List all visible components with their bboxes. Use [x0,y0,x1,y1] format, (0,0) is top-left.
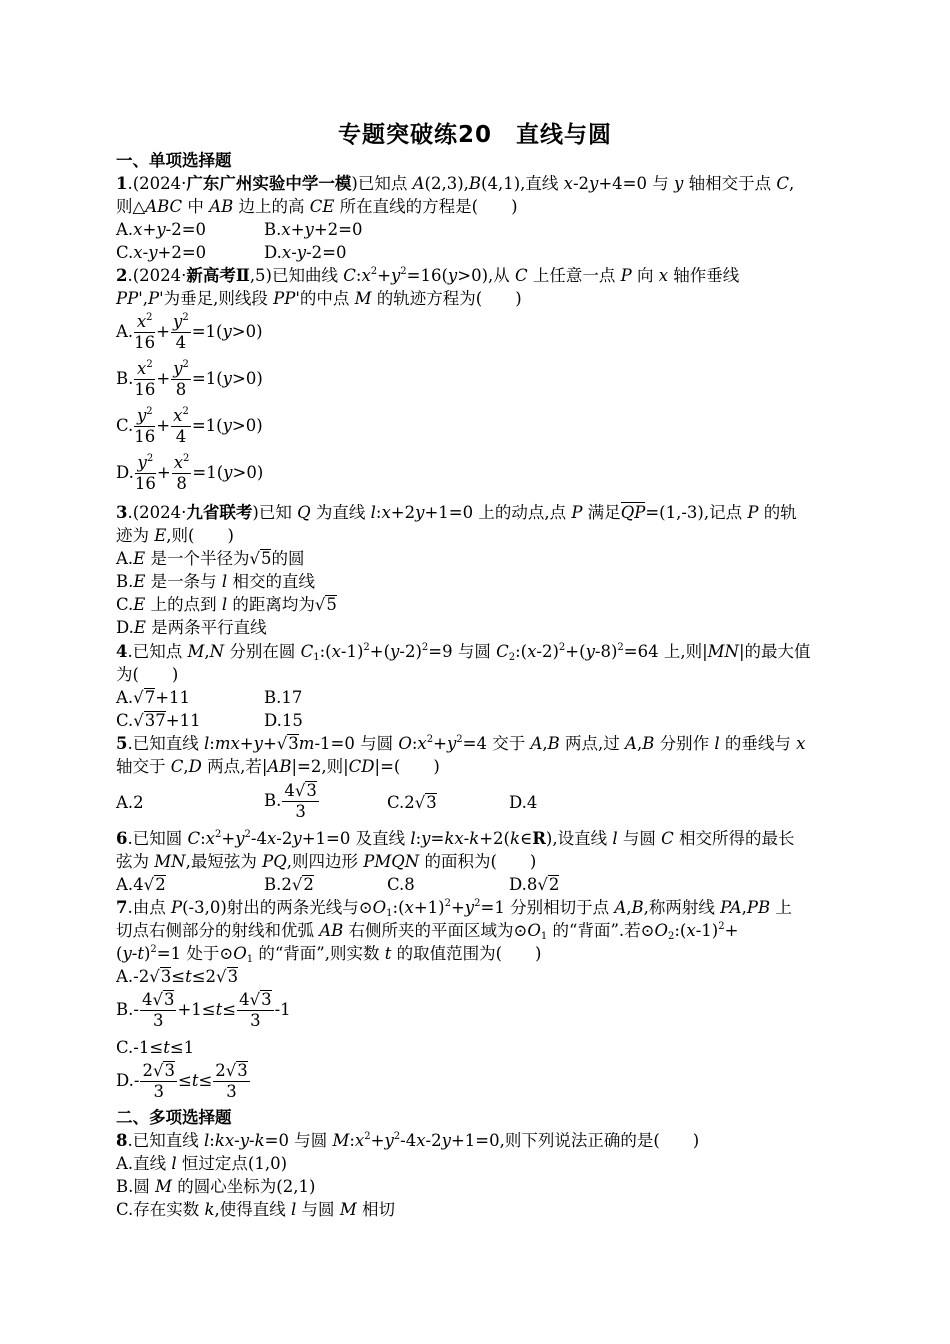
q1-option-c: C.x-y+2=0 [116,243,207,262]
q2-option-d: D. $\frac{y^2}{16}$ + $\frac{x^2}{8}$ =1(y>0) [116,453,264,493]
q8-stem-line1: 8.已知直线 l:kx-y-k=0 与圆 $M:x^2+y^2-4x-2y+1=0$,则下列说法正确的是( ) [116,1131,700,1150]
q7-option-a: A.-2√3≤t≤2√3 [116,967,239,986]
q3-option-d: D.E 是两条平行直线 [116,618,267,637]
q3-option-c: C.E 上的点到 l 的距离均为√5 [116,595,337,614]
section-heading-single-choice: 一、单项选择题 [116,151,232,170]
q1-option-a: A.x+y-2=0 [116,220,207,239]
q5-option-d: D.4 [509,793,538,812]
q1-option-d: D.x-y-2=0 [264,243,347,262]
q5-option-c: C.2√3 [387,793,437,812]
q2-stem-line2: PP',P'为垂足,则线段 PP'的中点 M 的轨迹方程为( ) [116,289,522,308]
q2-stem-line1: 2.(2024·新高考Ⅱ,5)已知曲线 $C:x^2+y^2=16(y>0)$,从 C 上任意一点 P 向 x 轴作垂线 [116,266,740,285]
q7-stem-line1: 7.由点 P(-3,0)射出的两条光线与$⊙O_1:(x+1)^2+y^2=1$ 分别相切于点 A,B,称两射线 PA,PB 上 [116,898,792,919]
q8-option-c: C.存在实数 k,使得直线 l 与圆 M 相切 [116,1200,395,1219]
q5-option-b: B. $\frac{4√3}{3}$ [264,781,317,821]
q7-stem-line3: $(y-t)^2=1$ 处于$⊙O_1$ 的“背面”,则实数 t 的取值范围为( ) [116,944,542,965]
q2-option-a: A. $\frac{x^2}{16}$ + $\frac{y^2}{4}$ =1(y>0) [116,312,263,352]
q7-option-c: C.-1≤t≤1 [116,1038,195,1057]
q3-stem-line2: 迹为 E,则( ) [116,526,234,545]
q5-option-a: A.2 [116,793,144,812]
q7-stem-line2: 切点右侧部分的射线和优弧 AB 右侧所夹的平面区域为$⊙O_1$ 的“背面”.若$⊙O_2:(x-1)^2+$ [116,921,739,942]
q2-option-c: C. $\frac{y^2}{16}$ + $\frac{x^2}{4}$ =1(y>0) [116,406,263,446]
q8-option-b: B.圆 M 的圆心坐标为(2,1) [116,1177,316,1196]
q3-stem-line1: 3.(2024·九省联考)已知 Q 为直线 l:x+2y+1=0 上的动点,点 P 满足QP=(1,-3),记点 P 的轨 [116,503,797,522]
page-title: 专题突破练20 直线与圆 [337,122,612,148]
q1-stem-line1: 1.(2024·广东广州实验中学一模)已知点 A(2,3),B(4,1),直线 x-2y+4=0 与 y 轴相交于点 C, [116,174,795,193]
q3-option-b: B.E 是一条与 l 相交的直线 [116,572,315,591]
q6-option-c: C.8 [387,875,415,894]
q4-option-b: B.17 [264,688,303,707]
q2-option-b: B. $\frac{x^2}{16}$ + $\frac{y^2}{8}$ =1(y>0) [116,359,263,399]
q4-stem-line2: 为( ) [116,665,179,684]
q5-stem-line2: 轴交于 C,D 两点,若|AB|=2,则|CD|=( ) [116,757,440,776]
q5-stem-line1: 5.已知直线 l:mx+y+√3m-1=0 与圆 $O:x^2+y^2=4$ 交于 A,B 两点,过 A,B 分别作 l 的垂线与 x [116,734,806,753]
q3-option-a: A.E 是一个半径为√5的圆 [116,549,305,568]
q6-option-d: D.8√2 [509,875,560,894]
q6-option-a: A.4√2 [116,875,166,894]
q6-stem-line1: 6.已知圆 $C:x^2+y^2-4x-2y+1=0$ 及直线 l:y=kx-k+2(k∈R),设直线 l 与圆 C 相交所得的最长 [116,829,795,848]
q6-option-b: B.2√2 [264,875,314,894]
q4-stem-line1: 4.已知点 M,N 分别在圆 $C_1:(x-1)^2+(y-2)^2=9$ 与圆 $C_2:(x-2)^2+(y-8)^2=64$ 上,则|MN|的最大值 [116,642,811,663]
q1-stem-line2: 则△ABC 中 AB 边上的高 CE 所在直线的方程是( ) [116,197,518,216]
q1-option-b: B.x+y+2=0 [264,220,363,239]
q7-option-d: D.- $\frac{2√3}{3}$ ≤t≤ $\frac{2√3}{3}$ [116,1061,248,1101]
q7-option-b: B.- $\frac{4√3}{3}$ +1≤t≤ $\frac{4√3}{3}$ -1 [116,990,291,1030]
q4-option-d: D.15 [264,711,303,730]
q8-option-a: A.直线 l 恒过定点(1,0) [116,1154,288,1173]
q4-option-c: C.√37+11 [116,711,201,730]
q4-option-a: A.√7+11 [116,688,191,707]
q6-stem-line2: 弦为 MN,最短弦为 PQ,则四边形 PMQN 的面积为( ) [116,852,537,871]
section-heading-multiple-choice: 二、多项选择题 [116,1108,232,1127]
